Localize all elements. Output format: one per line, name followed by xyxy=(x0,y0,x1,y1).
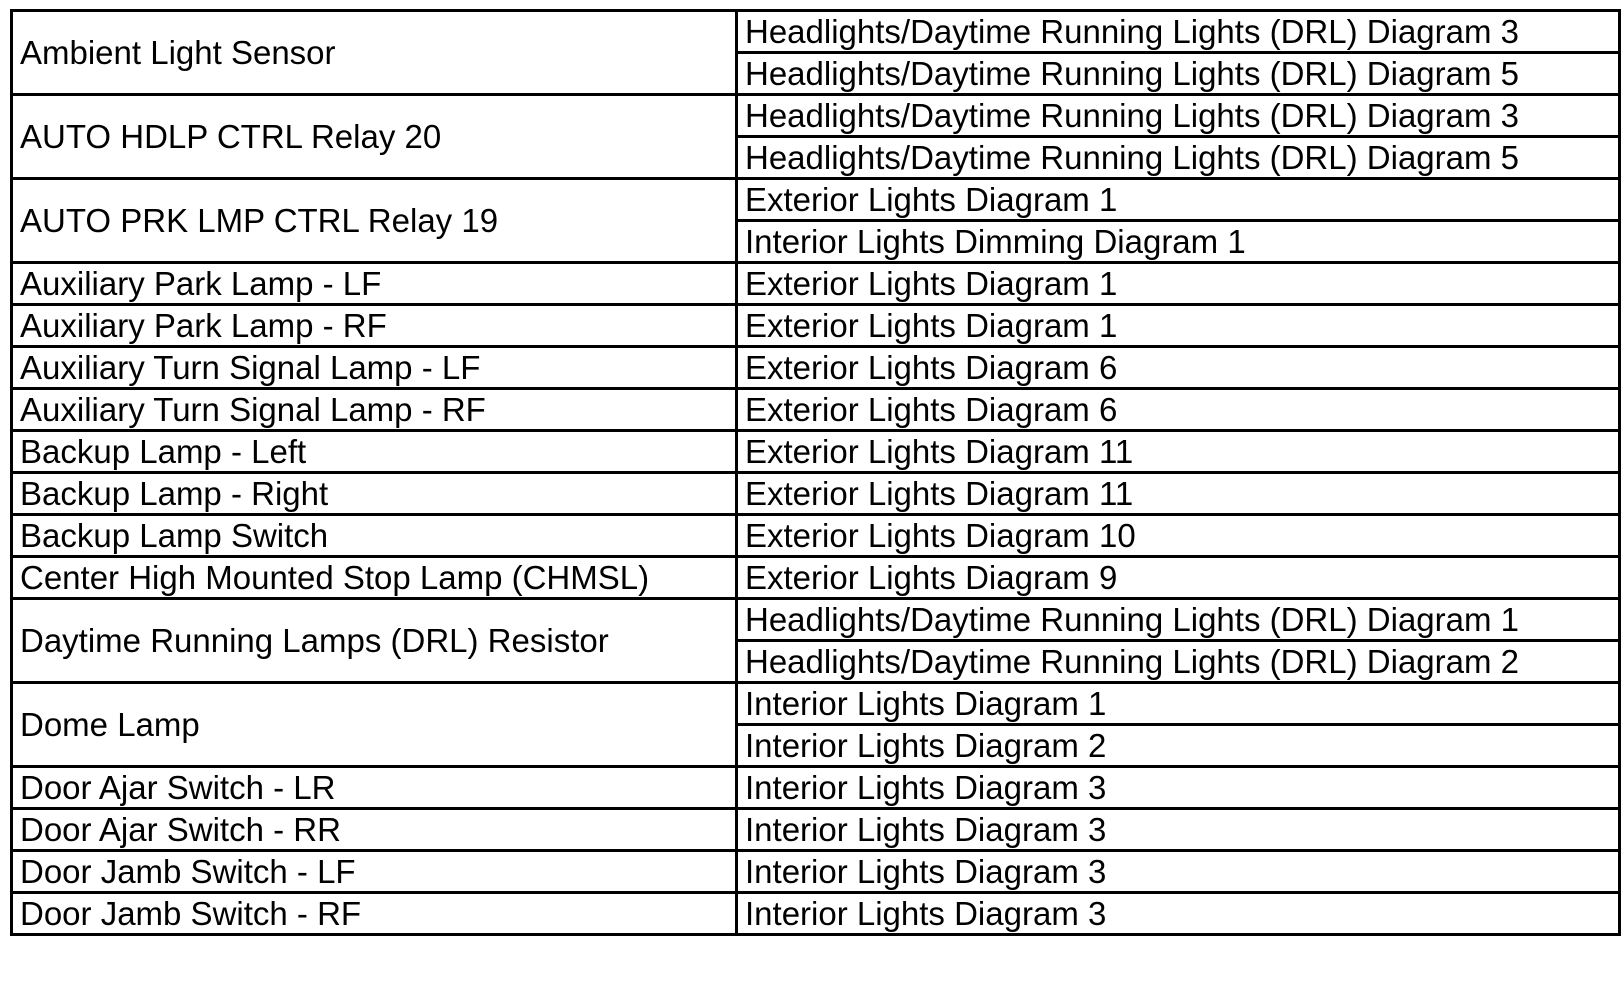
component-name-cell: Auxiliary Park Lamp - RF xyxy=(12,305,737,347)
diagram-reference-cell: Headlights/Daytime Running Lights (DRL) Diagram 5 xyxy=(737,137,1620,179)
table-row xyxy=(12,389,1620,431)
table-row xyxy=(12,767,1620,809)
diagram-reference-cell: Exterior Lights Diagram 6 xyxy=(737,347,1620,389)
table-row xyxy=(12,683,1620,725)
diagram-reference-cell: Interior Lights Diagram 2 xyxy=(737,725,1620,767)
component-name-cell: Auxiliary Turn Signal Lamp - LF xyxy=(12,347,737,389)
table-row xyxy=(12,95,1620,137)
diagram-reference-cell: Interior Lights Diagram 3 xyxy=(737,767,1620,809)
component-name-cell: AUTO PRK LMP CTRL Relay 19 xyxy=(12,179,737,263)
component-name-cell: Backup Lamp - Left xyxy=(12,431,737,473)
component-name-cell: Dome Lamp xyxy=(12,683,737,767)
diagram-reference-cell: Interior Lights Diagram 3 xyxy=(737,809,1620,851)
component-name-cell: Backup Lamp Switch xyxy=(12,515,737,557)
table-body xyxy=(12,11,1620,935)
diagram-reference-cell: Headlights/Daytime Running Lights (DRL) Diagram 2 xyxy=(737,641,1620,683)
table-row xyxy=(12,557,1620,599)
table-row xyxy=(12,473,1620,515)
component-name-cell: Daytime Running Lamps (DRL) Resistor xyxy=(12,599,737,683)
table-row xyxy=(12,305,1620,347)
diagram-reference-cell: Interior Lights Diagram 1 xyxy=(737,683,1620,725)
table-row xyxy=(12,179,1620,221)
diagram-reference-cell: Interior Lights Dimming Diagram 1 xyxy=(737,221,1620,263)
table-row xyxy=(12,851,1620,893)
diagram-reference-cell: Headlights/Daytime Running Lights (DRL) Diagram 5 xyxy=(737,53,1620,95)
component-name-cell: Door Ajar Switch - RR xyxy=(12,809,737,851)
table-row xyxy=(12,347,1620,389)
table-row xyxy=(12,11,1620,53)
diagram-reference-cell: Headlights/Daytime Running Lights (DRL) Diagram 3 xyxy=(737,95,1620,137)
table-row xyxy=(12,599,1620,641)
component-name-cell: Center High Mounted Stop Lamp (CHMSL) xyxy=(12,557,737,599)
component-name-cell: Auxiliary Turn Signal Lamp - RF xyxy=(12,389,737,431)
diagram-reference-cell: Exterior Lights Diagram 1 xyxy=(737,179,1620,221)
diagram-reference-cell: Exterior Lights Diagram 1 xyxy=(737,305,1620,347)
diagram-reference-cell: Headlights/Daytime Running Lights (DRL) Diagram 3 xyxy=(737,11,1620,53)
table-row xyxy=(12,431,1620,473)
table-row xyxy=(12,263,1620,305)
diagram-reference-cell: Exterior Lights Diagram 6 xyxy=(737,389,1620,431)
diagram-reference-cell: Exterior Lights Diagram 11 xyxy=(737,431,1620,473)
diagram-reference-cell: Headlights/Daytime Running Lights (DRL) Diagram 1 xyxy=(737,599,1620,641)
table-row xyxy=(12,515,1620,557)
component-name-cell: Backup Lamp - Right xyxy=(12,473,737,515)
component-diagram-table xyxy=(10,9,1621,936)
diagram-reference-cell: Exterior Lights Diagram 10 xyxy=(737,515,1620,557)
diagram-reference-cell: Exterior Lights Diagram 11 xyxy=(737,473,1620,515)
component-name-cell: Door Jamb Switch - LF xyxy=(12,851,737,893)
diagram-reference-cell: Exterior Lights Diagram 1 xyxy=(737,263,1620,305)
table-row xyxy=(12,809,1620,851)
table-row xyxy=(12,893,1620,935)
component-name-cell: Door Jamb Switch - RF xyxy=(12,893,737,935)
component-name-cell: Door Ajar Switch - LR xyxy=(12,767,737,809)
diagram-reference-cell: Interior Lights Diagram 3 xyxy=(737,893,1620,935)
diagram-reference-cell: Exterior Lights Diagram 9 xyxy=(737,557,1620,599)
diagram-reference-cell: Interior Lights Diagram 3 xyxy=(737,851,1620,893)
component-name-cell: Auxiliary Park Lamp - LF xyxy=(12,263,737,305)
component-name-cell: Ambient Light Sensor xyxy=(12,11,737,95)
component-name-cell: AUTO HDLP CTRL Relay 20 xyxy=(12,95,737,179)
